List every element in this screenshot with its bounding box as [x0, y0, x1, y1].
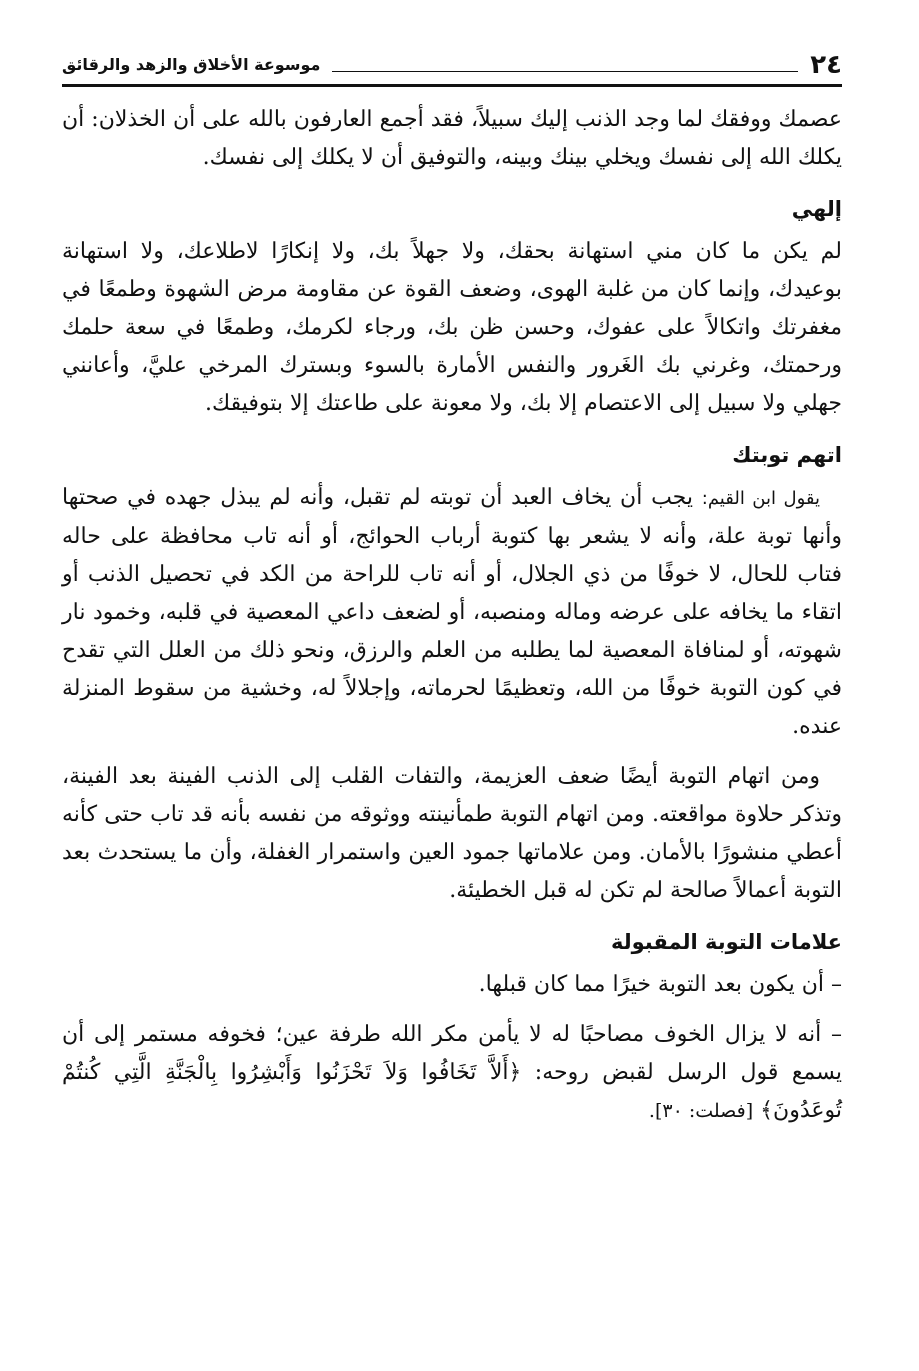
- ibn-qayyim-quote: يجب أن يخاف العبد أن توبته لم تقبل، وأنه لم يبذل جهده في صحتها وأنها توبة علة، وأنه لا يشعر بها كتوبة أرباب الحوائج، أو أنه تاب محافظة على حاله فتاب للحال، لا خوفًا من ذي الجلال، أو أنه تاب للراحة من الكد في تحصيل الذنب أو اتقاء ما يخافه على عرضه وماله ومنصبه، أو لضعف داعي المعصية في قلبه، وخمود نار شهوته، أو لمنافاة المعصية لما يطلبه من العلم والرزق، ونحو ذلك من العلل التي تقدح في كون التوبة خوفًا من الله، وتعظيمًا لحرماته، وإجلالاً له، وخشية من سقوط المنزلة عنده.: [62, 485, 843, 739]
- verse-reference: [فصلت: ٣٠].: [648, 1100, 754, 1122]
- heading-alamat: علامات التوبة المقبولة: [611, 930, 842, 954]
- heading-ittaham-tawbatak: اتهم توبتك: [732, 443, 842, 467]
- quran-verse: ﴿أَلاَّ تَخَافُوا وَلاَ تَحْزَنُوا وَأَبْشِرُوا بِالْجَنَّةِ الَّتِي كُنتُمْ تُوعَدُونَ﴾: [62, 1060, 842, 1123]
- ilahi-paragraph: لم يكن ما كان مني استهانة بحقك، ولا جهلاً بك، ولا إنكارًا لاطلاعك، ولا استهانة بوعيدك، وإنما كان من غلبة الهوى، وضعف القوة عن مقاومة مرض الشهوة وطمعًا في مغفرتك واتكالاً على عفوك، وحسن ظن بك، ورجاء لكرمك، وطمعًا في سعة حلمك ورحمتك، وغرني بك الغَرور والنفس الأمارة بالسوء وبسترك المرخي عليَّ، وأعانني جهلي ولا سبيل إلى الاعتصام إلا بك، ولا معونة على طاعتك إلا بتوفيقك.: [62, 239, 842, 416]
- alamat-item-2: [62, 1016, 842, 1130]
- ibn-qayyim-paragraph: [62, 479, 842, 746]
- book-title: موسوعة الأخلاق والزهد والرقائق: [62, 55, 321, 74]
- ittaham-paragraph-2: ومن اتهام التوبة أيضًا ضعف العزيمة، والتفات القلب إلى الذنب الفينة بعد الفينة، وتذكر حلاوة مواقعته. ومن اتهام التوبة طمأنينته ووثوقه من نفسه بأنه قد تاب حتى كأنه أعطي منشورًا بالأمان. ومن علاماتها جمود العين واستمرار الغفلة، وأن ما يستحدث بعد التوبة أعمالاً صالحة لم تكن له قبل الخطيئة.: [62, 764, 842, 903]
- alamat-item-2-text: – أنه لا يزال الخوف مصاحبًا له لا يأمن مكر الله طرفة عين؛ فخوفه مستمر إلى أن يسمع قول الرسل لقبض روحه:: [62, 1022, 843, 1085]
- document-page: [62, 46, 842, 1130]
- alamat-item-1: – أن يكون بعد التوبة خيرًا مما كان قبلها.: [478, 972, 842, 997]
- intro-paragraph: عصمك ووفقك لما وجد الذنب إليك سبيلاً، فقد أجمع العارفون بالله على أن الخذلان: أن يكلك الله إلى نفسك ويخلي بينك وبينه، والتوفيق أن لا يكلك إلى نفسك.: [62, 107, 842, 170]
- ibn-qayyim-lead: يقول ابن القيم:: [701, 488, 820, 509]
- header-rule: [332, 71, 798, 72]
- page-number: ٢٤: [810, 50, 842, 80]
- running-header: [62, 46, 842, 87]
- heading-ilahi: إلهي: [791, 197, 842, 221]
